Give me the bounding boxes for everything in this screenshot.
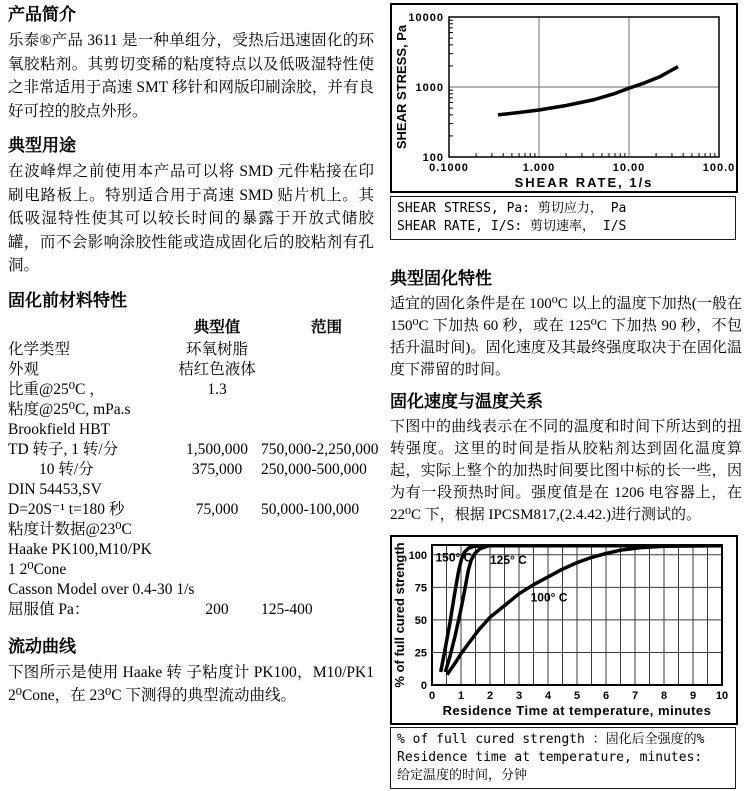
x-tick-label: 5 bbox=[573, 690, 581, 702]
x-tick-label: 0 bbox=[428, 690, 436, 702]
table-row bbox=[8, 380, 374, 400]
y-axis-title: % of full cured strength bbox=[392, 542, 407, 688]
table-cell: 750,000-2,250,000 bbox=[261, 440, 379, 458]
section-heading-precure: 固化前材料特性 bbox=[8, 290, 127, 310]
table-cell: Brookfield HBT bbox=[8, 420, 111, 438]
x-tick-label: 1 bbox=[457, 690, 465, 702]
y-tick-label: 10000 bbox=[408, 12, 444, 24]
table-row bbox=[8, 400, 374, 420]
shear-chart-frame bbox=[390, 3, 738, 193]
x-tick-label: 4 bbox=[544, 690, 552, 702]
table-cell bbox=[261, 580, 374, 600]
table-cell bbox=[261, 560, 374, 580]
y-tick-label: 0 bbox=[420, 680, 427, 692]
table-cell bbox=[261, 480, 374, 500]
table-cell bbox=[173, 540, 261, 560]
cure-strength-chart bbox=[392, 537, 736, 723]
caption-line: SHEAR RATE, I/S: 剪切速率， I/S bbox=[397, 219, 627, 234]
table-cell bbox=[261, 420, 374, 440]
table-cell bbox=[173, 520, 261, 540]
table-row bbox=[8, 460, 374, 480]
caption-line: 给定温度的时间，分钟 bbox=[397, 768, 528, 783]
table-cell: DIN 54453,SV bbox=[8, 480, 102, 498]
shear-stress-chart bbox=[392, 5, 736, 191]
x-tick-label: 10 bbox=[715, 690, 729, 702]
shear-chart-caption bbox=[390, 196, 736, 240]
table-cell bbox=[173, 580, 261, 600]
table-row bbox=[8, 480, 374, 500]
caption-line: Residence time at temperature, minutes: bbox=[397, 750, 703, 765]
x-tick-label: 10.00 bbox=[612, 162, 646, 174]
uses-paragraph: 在波峰焊之前使用本产品可以将 SMD 元件粘接在印刷电路板上。特别适合用于高速 SMD 贴片机上。其低吸湿特性使其可以较长时间的暴露于开放式储胶罐，而不会影响涂胶性能或造成固化后的胶粘剂有孔洞。 bbox=[8, 163, 374, 274]
y-tick-label: 1000 bbox=[415, 82, 444, 94]
table-row bbox=[8, 520, 374, 540]
x-tick-label: 3 bbox=[515, 690, 523, 702]
x-tick-label: 0.1000 bbox=[429, 162, 469, 174]
table-cell: 375,000 bbox=[191, 460, 243, 478]
table-row bbox=[8, 580, 374, 600]
curve-150° C bbox=[441, 546, 722, 672]
y-tick-label: 75 bbox=[414, 582, 427, 595]
table-cell bbox=[261, 360, 374, 380]
right-text-block bbox=[390, 258, 742, 526]
flow-paragraph: 下图所示是使用 Haake 转 子粘度计 PK100，M10/PK1 2⁰Cone，在 23⁰C 下测得的典型流动曲线。 bbox=[8, 663, 374, 704]
table-cell: 屈服值 Pa： bbox=[8, 600, 90, 618]
x-axis-title: SHEAR RATE, 1/s bbox=[514, 175, 654, 190]
table-cell: 比重@25⁰C ， bbox=[8, 380, 105, 398]
table-cell bbox=[173, 420, 261, 440]
table-cell: TD 转子, 1 转/分 bbox=[8, 440, 119, 458]
table-row bbox=[8, 440, 379, 460]
intro-paragraph: 乐泰®产品 3611 是一种单组分，受热后迅速固化的环氧胶粘剂。其剪切变稀的粘度特点以及低吸湿特性使之非常适用于高速 SMT 移针和网版印刷涂胶，并有良好可控的胶点外形。 bbox=[8, 32, 374, 120]
y-tick-label: 25 bbox=[414, 647, 427, 660]
section-heading-cure-props: 典型固化特性 bbox=[390, 269, 492, 288]
table-cell: 化学类型 bbox=[8, 340, 71, 358]
table-cell: 1.3 bbox=[207, 380, 227, 398]
x-tick-label: 8 bbox=[660, 690, 668, 702]
table-cell: 50,000-100,000 bbox=[261, 500, 360, 518]
precure-table-header bbox=[8, 316, 374, 340]
table-cell: 125-400 bbox=[261, 600, 313, 618]
table-cell bbox=[173, 480, 261, 500]
table-row bbox=[8, 420, 374, 440]
table-row bbox=[8, 540, 374, 560]
table-header-typical: 典型值 bbox=[193, 318, 241, 336]
cure-chart-frame bbox=[390, 535, 738, 725]
series-label: 125° C bbox=[490, 552, 527, 567]
table-header-blank bbox=[8, 316, 173, 340]
section-heading-flow: 流动曲线 bbox=[8, 636, 76, 656]
table-row bbox=[8, 360, 374, 380]
section-heading-cure-speed: 固化速度与温度关系 bbox=[390, 392, 543, 411]
table-cell bbox=[173, 400, 261, 420]
x-tick-label: 100.0 bbox=[702, 162, 736, 174]
curve-100° C bbox=[447, 546, 722, 675]
x-tick-label: 6 bbox=[602, 690, 610, 702]
table-cell: 200 bbox=[205, 600, 229, 618]
table-cell: 250,000-500,000 bbox=[261, 460, 367, 478]
table-header-range: 范围 bbox=[311, 318, 343, 336]
table-row bbox=[8, 600, 374, 620]
section-heading-intro: 产品简介 bbox=[8, 5, 76, 24]
table-cell: 环氧树脂 bbox=[185, 340, 248, 358]
table-cell bbox=[173, 560, 261, 580]
x-tick-label: 2 bbox=[486, 690, 494, 702]
y-tick-label: 100 bbox=[422, 152, 444, 164]
x-tick-label: 7 bbox=[631, 690, 639, 702]
table-cell: Haake PK100,M10/PK bbox=[8, 540, 152, 558]
table-row bbox=[8, 560, 374, 580]
table-cell: 10 转/分 bbox=[8, 460, 94, 478]
curve-flow-curve bbox=[498, 67, 678, 115]
table-cell bbox=[261, 540, 374, 560]
y-tick-label: 100 bbox=[408, 549, 427, 562]
series-label: 150° C bbox=[435, 550, 473, 565]
x-tick-label: 1.000 bbox=[522, 162, 556, 174]
table-row bbox=[8, 340, 374, 360]
x-tick-label: 9 bbox=[689, 690, 697, 702]
table-cell bbox=[261, 520, 374, 540]
section-heading-uses: 典型用途 bbox=[8, 136, 76, 155]
caption-line: % of full cured strength ：固化后全强度的% bbox=[397, 732, 705, 747]
table-cell bbox=[261, 380, 374, 400]
table-cell: 外观 bbox=[8, 360, 40, 378]
cure-speed-paragraph: 下图中的曲线表示在不同的温度和时间下所达到的扭转强度。这里的时间是指从胶粘剂达到固化温度算起，实际上整个的加热时间要比图中标的长一些，因为有一段预热时间。强度值是在 1206 电容器上，在 22⁰C 下，根据 IPCSM817,(2.4.42.)进行测试的。 bbox=[390, 419, 742, 523]
table-cell: 1,500,000 bbox=[186, 440, 248, 458]
table-cell: 桔红色液体 bbox=[178, 360, 256, 378]
x-axis-title: Residence Time at temperature, minutes bbox=[442, 703, 712, 718]
table-cell: Casson Model over 0.4-30 1/s bbox=[8, 580, 195, 598]
table-cell: D=20S⁻¹ t=180 秒 bbox=[8, 500, 125, 518]
table-cell: 粘度计数据@23⁰C bbox=[8, 520, 132, 538]
caption-line: SHEAR STRESS, Pa: 剪切应力， Pa bbox=[397, 201, 627, 216]
curve-125° C bbox=[445, 546, 722, 672]
table-cell bbox=[261, 400, 374, 420]
table-cell: 粘度@25⁰C, mPa.s bbox=[8, 400, 131, 418]
y-tick-label: 50 bbox=[414, 614, 427, 627]
right-column bbox=[390, 0, 742, 791]
series-label: 100° C bbox=[530, 590, 568, 605]
precure-table bbox=[8, 316, 379, 620]
table-cell: 1 2⁰Cone bbox=[8, 560, 67, 578]
table-cell: 75,000 bbox=[195, 500, 239, 518]
cure-props-paragraph: 适宜的固化条件是在 100⁰C 以上的温度下加热(一般在 150⁰C 下加热 60 秒，或在 125⁰C 下加热 90 秒，不包括升温时间)。固化速度及其最终强度取决于在固化温度下滞留的时间。 bbox=[390, 296, 742, 378]
table-row bbox=[8, 500, 374, 520]
cure-chart-caption bbox=[390, 727, 736, 789]
left-column bbox=[8, 4, 379, 708]
precure-table-body bbox=[8, 340, 379, 620]
table-cell bbox=[261, 340, 374, 360]
y-axis-title: SHEAR STRESS, Pa bbox=[394, 24, 409, 150]
